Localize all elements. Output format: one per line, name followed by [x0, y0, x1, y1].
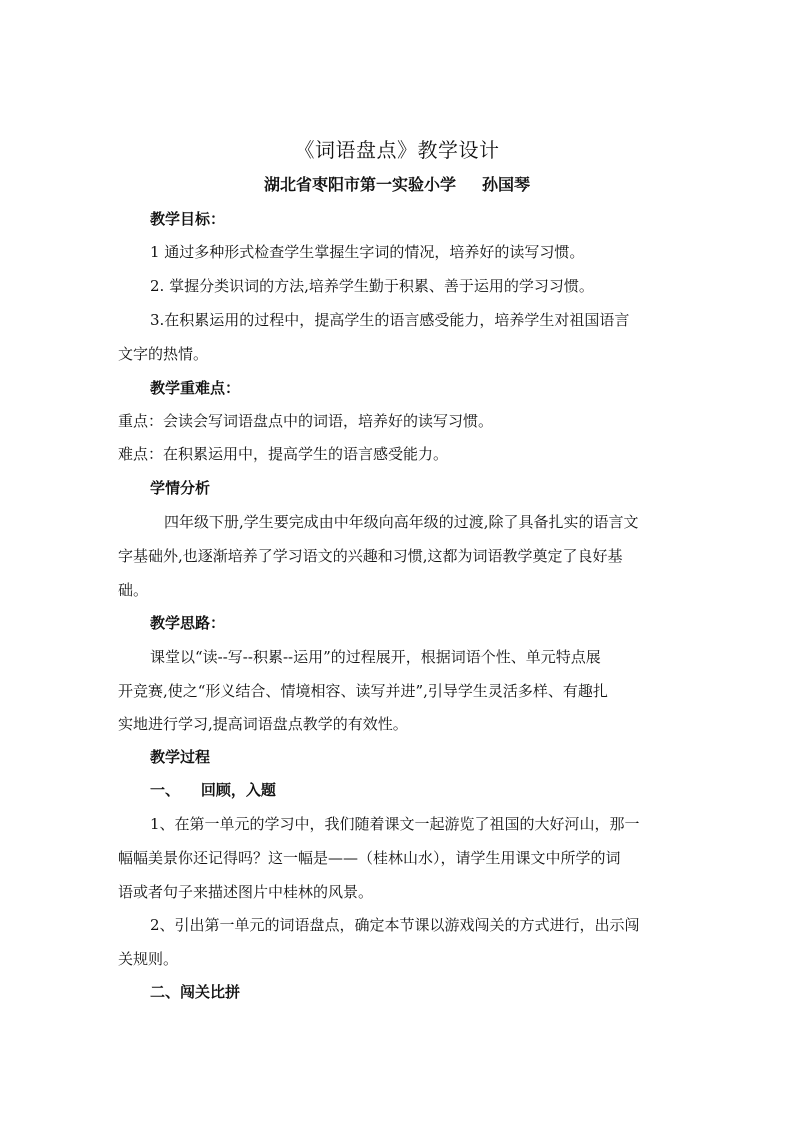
section-heading-objectives: 教学目标：	[150, 210, 226, 228]
paragraph-line: 1 通过多种形式检查学生掌握生字词的情况，培养好的读写习惯。	[150, 243, 585, 261]
paragraph-line: 语或者句子来描述图片中桂林的风景。	[118, 883, 374, 901]
document-subtitle	[0, 172, 794, 195]
paragraph-line: 础。	[118, 581, 149, 599]
section-heading-process: 教学过程	[150, 748, 211, 766]
paragraph-line: 幅幅美景你还记得吗？这一幅是——（桂林山水），请学生用课文中所学的词	[118, 849, 621, 867]
author-name: 孙国琴	[482, 175, 531, 194]
subsection-heading-competition: 二、闯关比拼	[150, 983, 241, 1001]
paragraph-line: 重点：会读会写词语盘点中的词语，培养好的读写习惯。	[118, 412, 494, 430]
school-name: 湖北省枣阳市第一实验小学	[263, 175, 456, 194]
paragraph-line: 3.在积累运用的过程中，提高学生的语言感受能力，培养学生对祖国语言	[150, 311, 630, 329]
paragraph-line: 四年级下册,学生要完成由中年级向高年级的过渡,除了具备扎实的语言文	[164, 513, 639, 531]
paragraph-line: 难点：在积累运用中，提高学生的语言感受能力。	[118, 445, 449, 463]
paragraph-line: 实地进行学习,提高词语盘点教学的有效性。	[118, 715, 408, 733]
paragraph-line: 文字的热情。	[118, 345, 209, 363]
section-heading-approach: 教学思路：	[150, 614, 226, 632]
paragraph-line: 2. 掌握分类识词的方法,培养学生勤于积累、善于运用的学习习惯。	[150, 277, 594, 295]
document-title: 《词语盘点》教学设计	[294, 138, 500, 162]
section-heading-key-points: 教学重难点：	[150, 379, 241, 397]
paragraph-line: 1、在第一单元的学习中，我们随着课文一起游览了祖国的大好河山，那一	[150, 815, 640, 833]
paragraph-line: 课堂以“读--写--积累--运用”的过程展开，根据词语个性、单元特点展	[150, 648, 601, 666]
paragraph-line: 2、引出第一单元的词语盘点，确定本节课以游戏闯关的方式进行，出示闯	[150, 916, 640, 934]
paragraph-line: 字基础外,也逐渐培养了学习语文的兴趣和习惯,这都为词语教学奠定了良好基	[118, 547, 623, 565]
paragraph-line: 关规则。	[118, 950, 179, 968]
subsection-heading-review: 一、 回顾，入题	[150, 781, 276, 799]
section-heading-analysis: 学情分析	[150, 479, 211, 497]
paragraph-line: 开竞赛,使之“形义结合、情境相容、读写并进”,引导学生灵活多样、有趣扎	[118, 682, 608, 700]
